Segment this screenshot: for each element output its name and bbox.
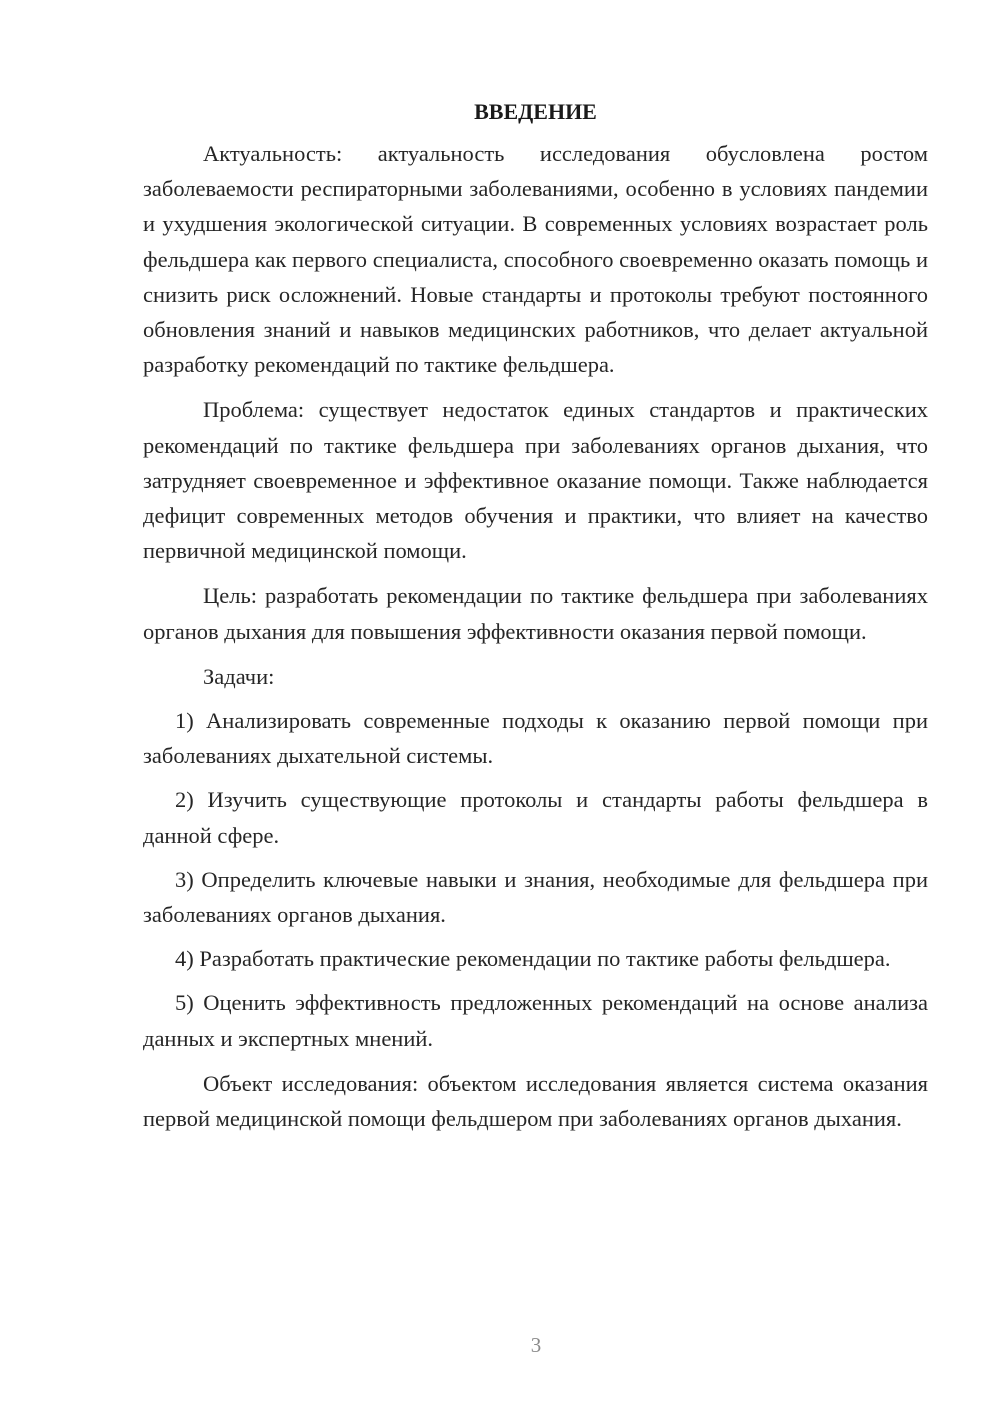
task-item-2: 2) Изучить существующие протоколы и стандарты работы фельдшера в данной сфере. [143,787,928,848]
tasks-list [143,703,928,1056]
problem-paragraph: Проблема: существует недостаток единых стандартов и практических рекомендаций по тактике фельдшера при заболеваниях органов дыхания, что затрудняет своевременное и эффективное оказание помощи. Также наблюдается дефицит современных методов обучения и практики, что влияет на качество первичной медицинской помощи. [143,397,928,564]
task-item-1: 1) Анализировать современные подходы к оказанию первой помощи при заболеваниях дыхательной системы. [143,708,928,769]
object-paragraph: Объект исследования: объектом исследования является система оказания первой медицинской помощи фельдшером при заболеваниях органов дыхания. [143,1070,928,1132]
task-item-4: 4) Разработать практические рекомендации по тактике работы фельдшера. [175,946,891,972]
task-item-3: 3) Определить ключевые навыки и знания, необходимые для фельдшера при заболеваниях органов дыхания. [143,866,928,928]
page-title: ВВЕДЕНИЕ [474,99,597,124]
task-item-5: 5) Оценить эффективность предложенных рекомендаций на основе анализа данных и экспертных мнений. [143,990,928,1051]
page-number: 3 [530,1333,542,1357]
page-body [143,96,928,1136]
tasks-label: Задачи: [203,663,275,689]
relevance-paragraph: Актуальность: актуальность исследования обусловлена ростом заболеваемости респираторными заболеваниями, особенно в условиях пандемии и ухудшения экологической ситуации. В современных условиях возрастает роль фельдшера как первого специалиста, способного своевременно оказать помощь и снизить риск осложнений. Новые стандарты и протоколы требуют постоянного обновления знаний и навыков медицинских работников, что делает актуальной разработку рекомендаций по тактике фельдшера. [143,141,928,378]
goal-paragraph: Цель: разработать рекомендации по тактике фельдшера при заболеваниях органов дыхания для повышения эффективности оказания первой помощи. [143,583,928,644]
